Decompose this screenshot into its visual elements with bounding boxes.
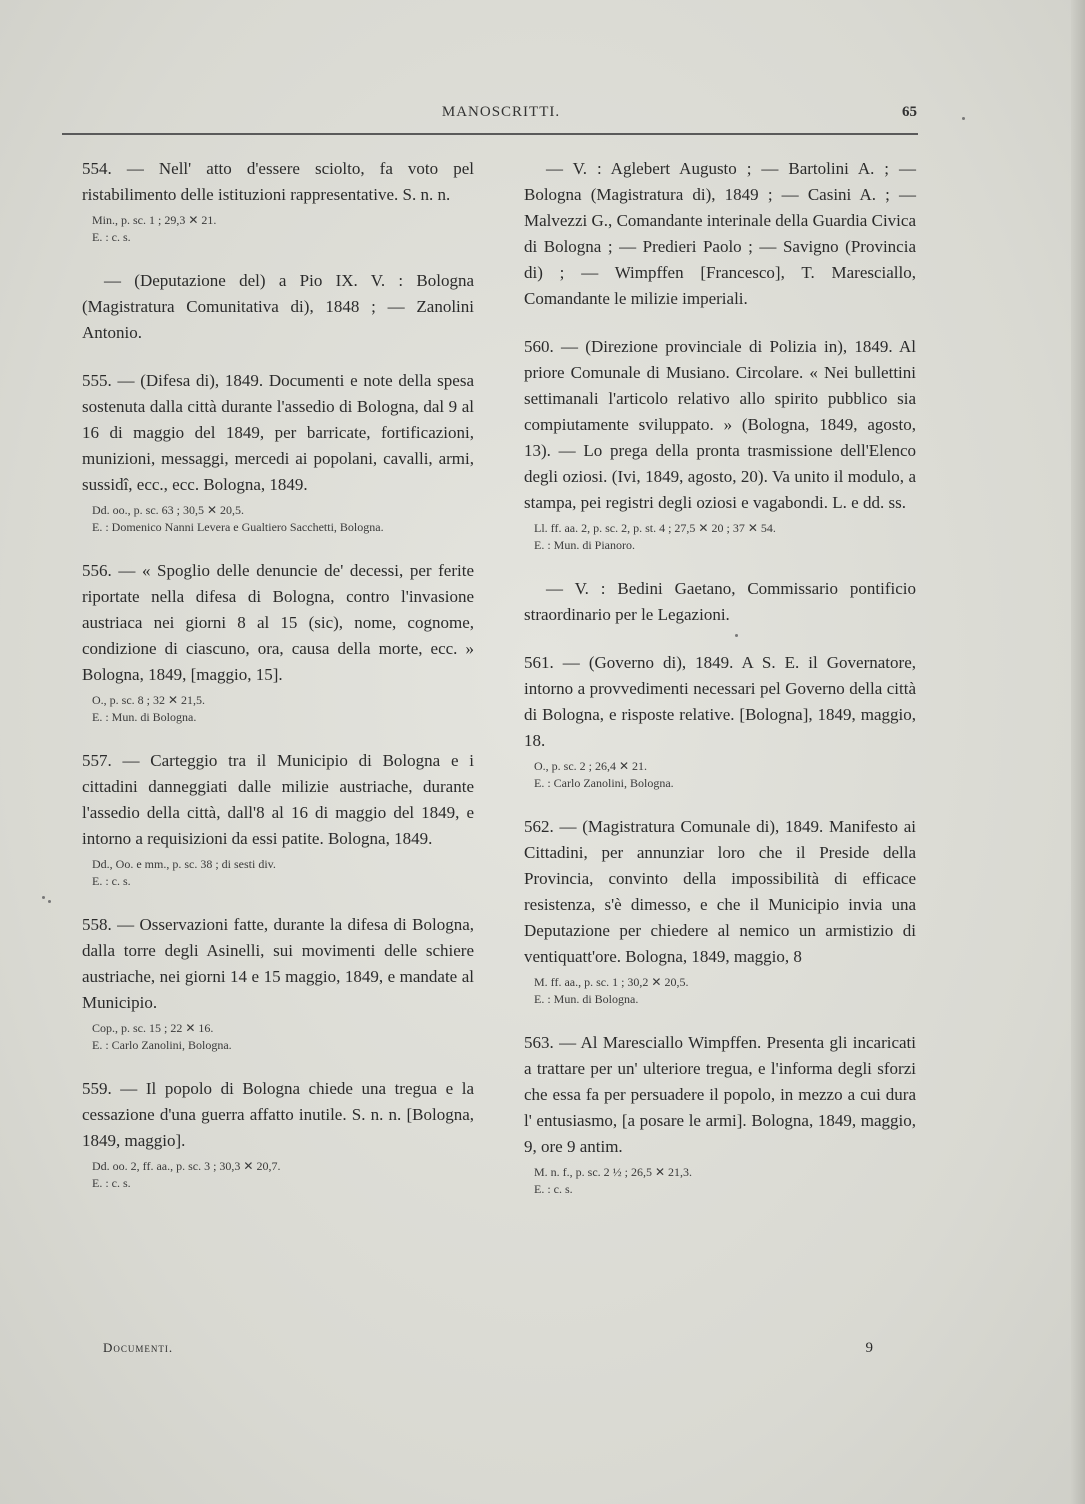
header-rule [62,133,918,135]
meta-line: E. : Domenico Nanni Levera e Gualtiero Sacchetti, Bologna. [92,520,384,534]
paper-speck [42,896,45,899]
meta-line: E. : Carlo Zanolini, Bologna. [534,776,674,790]
entry-meta [82,502,474,536]
meta-line: E. : c. s. [534,1182,573,1196]
entry-text: 554. — Nell' atto d'essere sciolto, fa voto pel ristabilimento delle istituzioni rappresentative. S. n. n. [82,159,474,204]
running-head: MANOSCRITTI. [441,104,561,120]
signature-mark: Documenti. [103,1340,174,1355]
catalog-entry [524,1030,916,1198]
meta-line: O., p. sc. 2 ; 26,4 ✕ 21. [534,759,648,773]
meta-line: O., p. sc. 8 ; 32 ✕ 21,5. [92,693,206,707]
page-number: 65 [902,104,917,120]
meta-line: Cop., p. sc. 15 ; 22 ✕ 16. [92,1021,214,1035]
entry-text: 559. — Il popolo di Bologna chiede una tregua e la cessazione d'una guerra affatto inutile. S. n. n. [Bologna, 1849, maggio]. [82,1079,474,1150]
meta-line: E. : c. s. [92,1176,131,1190]
meta-line: E. : Carlo Zanolini, Bologna. [92,1038,232,1052]
catalog-entry [82,1076,474,1192]
paper-speck [48,900,51,903]
page-header [85,104,917,128]
entry-text: — (Deputazione del) a Pio IX. V. : Bologna (Magistratura Comunitativa di), 1848 ; — Zanolini Antonio. [82,271,474,342]
catalog-entry [524,156,916,312]
entry-meta [524,974,916,1008]
meta-line: Ll. ff. aa. 2, p. sc. 2, p. st. 4 ; 27,5 ✕ 20 ; 37 ✕ 54. [534,521,776,535]
entry-meta [524,758,916,792]
entry-text: 562. — (Magistratura Comunale di), 1849. Manifesto ai Cittadini, per annunziar loro che il Preside della Provincia, convinto della impossibilità di efficace resistenza, s'è dimesso, e che il Municipio invia una Deputazione per chiedere al nemico un armistizio di ventiquatt'ore. Bologna, 1849, maggio, 8 [524,817,916,966]
entry-meta [524,520,916,554]
catalog-entry [524,650,916,792]
entry-meta [82,856,474,890]
page-edge [1071,0,1085,1504]
meta-line: Dd. oo., p. sc. 63 ; 30,5 ✕ 20,5. [92,503,245,517]
entry-text: 561. — (Governo di), 1849. A S. E. il Governatore, intorno a provvedimenti necessari pel Governo della città di Bologna, e risposte relative. [Bologna], 1849, maggio, 18. [524,653,916,750]
meta-line: M. ff. aa., p. sc. 1 ; 30,2 ✕ 20,5. [534,975,689,989]
catalog-entry [524,814,916,1008]
catalog-entry [82,268,474,346]
entry-meta [82,692,474,726]
entry-meta [82,1158,474,1192]
paper-speck [735,634,738,637]
catalog-entry [82,368,474,536]
page-footer [103,1340,873,1362]
meta-line: M. n. f., p. sc. 2 ½ ; 26,5 ✕ 21,3. [534,1165,693,1179]
meta-line: E. : Mun. di Bologna. [92,710,197,724]
entry-meta [82,212,474,246]
meta-line: E. : Mun. di Bologna. [534,992,639,1006]
right-column [524,156,916,1220]
sheet-number: 9 [865,1340,873,1356]
left-column [82,156,474,1214]
entry-meta [524,1164,916,1198]
entry-text: — V. : Bedini Gaetano, Commissario pontificio straordinario per le Legazioni. [524,579,916,624]
meta-line: Min., p. sc. 1 ; 29,3 ✕ 21. [92,213,217,227]
entry-text: — V. : Aglebert Augusto ; — Bartolini A. ; — Bologna (Magistratura di), 1849 ; — Casini A. ; — Malvezzi G., Comandante interinale della Guardia Civica di Bologna ; — Predieri Paolo ; — Savigno (Provincia di) ; — Wimpffen [Francesco], T. Maresciallo, Comandante le milizie imperiali. [524,159,916,308]
entry-text: 560. — (Direzione provinciale di Polizia in), 1849. Al priore Comunale di Musiano. Circolare. « Nei bullettini settimanali l'articolo relativo allo spirito pubblico sia compiutamente sviluppato. » (Bologna, 1849, agosto, 13). — Lo prega della pronta trasmissione dell'Elenco degli oziosi. (Ivi, 1849, agosto, 20). Va unito il modulo, a stampa, pei registri degli oziosi e vagabondi. L. e dd. ss. [524,337,916,512]
entry-text: 555. — (Difesa di), 1849. Documenti e note della spesa sostenuta dalla città durante l'assedio di Bologna, dal 9 al 16 di maggio del 1849, per barricate, fortificazioni, munizioni, messaggi, mercedi ai popolani, cavalli, armi, sussidî, ecc., ecc. Bologna, 1849. [82,371,474,494]
meta-line: Dd., Oo. e mm., p. sc. 38 ; di sesti div. [92,857,276,871]
entry-text: 557. — Carteggio tra il Municipio di Bologna e i cittadini danneggiati dalle milizie austriache, durante l'assedio della città, dall'8 al 16 di maggio del 1849, e intorno a requisizioni da essi patite. Bologna, 1849. [82,751,474,848]
catalog-entry [82,748,474,890]
meta-line: Dd. oo. 2, ff. aa., p. sc. 3 ; 30,3 ✕ 20,7. [92,1159,281,1173]
meta-line: E. : Mun. di Pianoro. [534,538,635,552]
entry-text: 556. — « Spoglio delle denuncie de' decessi, per ferite riportate nella difesa di Bologna, contro l'invasione austriaca nei giorni 8 al 15 (sic), nome, cognome, condizione di ciascuno, ora, causa della morte, ecc. » Bologna, 1849, [maggio, 15]. [82,561,474,684]
paper-speck [962,117,965,120]
entry-meta [82,1020,474,1054]
meta-line: E. : c. s. [92,874,131,888]
catalog-entry [82,912,474,1054]
entry-text: 558. — Osservazioni fatte, durante la difesa di Bologna, dalla torre degli Asinelli, sui movimenti delle schiere austriache, nei giorni 14 e 15 maggio, 1849, e mandate al Municipio. [82,915,474,1012]
catalog-entry [524,576,916,628]
catalog-entry [82,156,474,246]
catalog-entry [524,334,916,554]
catalog-entry [82,558,474,726]
entry-text: 563. — Al Maresciallo Wimpffen. Presenta gli incaricati a trattare per un' ulteriore tregua, e l'informa degli sforzi che essa fa per persuadere il popolo, in mezzo a cui dura l' entusiasmo, [a posare le armi]. Bologna, 1849, maggio, 9, ore 9 antim. [524,1033,916,1156]
meta-line: E. : c. s. [92,230,131,244]
